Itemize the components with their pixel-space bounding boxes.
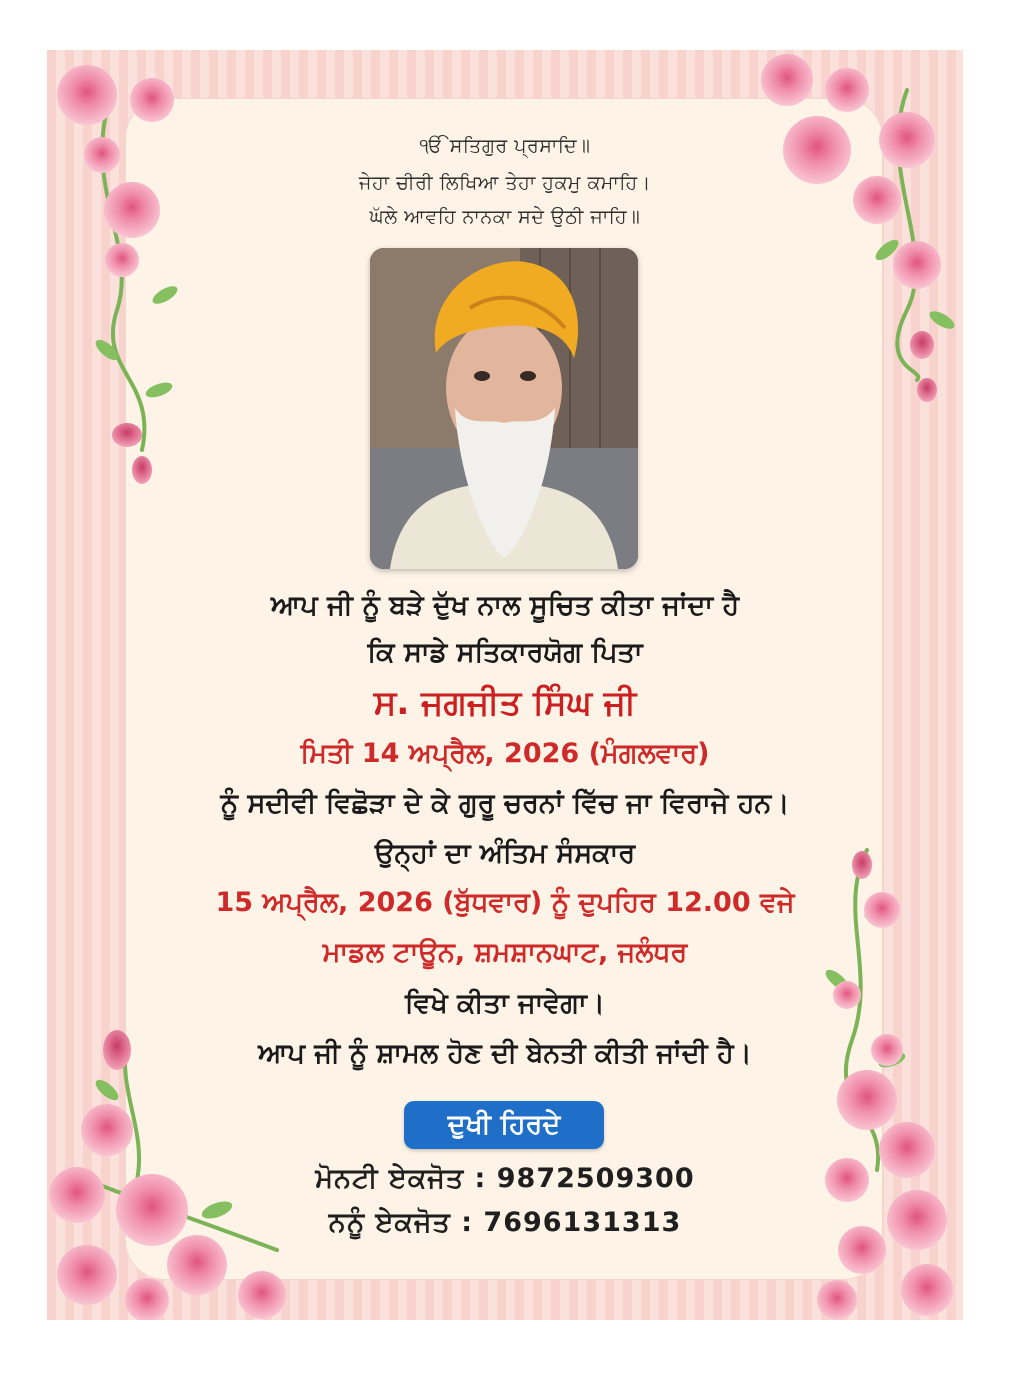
- contact-line: ਮੋਨਟੀ ਏਕਜੋਤ : 9872509300: [315, 1163, 695, 1194]
- date-of-passing: ਮਿਤੀ 14 ਅਪ੍ਰੈਲ, 2026 (ਮੰਗਲਵਾਰ): [300, 738, 710, 769]
- cremation-time: 15 ਅਪ੍ਰੈਲ, 2026 (ਬੁੱਧਵਾਰ) ਨੂੰ ਦੁਪਹਿਰ 12.00 ਵਜੇ: [215, 887, 795, 918]
- announcement-line-3: ਨੂੰ ਸਦੀਵੀ ਵਿਛੋੜਾ ਦੇ ਕੇ ਗੁਰੂ ਚਰਨਾਂ ਵਿੱਚ ਜਾ ਵਿਰਾਜੇ ਹਨ।: [220, 788, 790, 819]
- announcement-line-4: ਉਨ੍ਹਾਂ ਦਾ ਅੰਤਿਮ ਸੰਸਕਾਰ: [374, 838, 636, 869]
- cremation-place: ਮਾਡਲ ਟਾਊਨ, ਸ਼ਮਸ਼ਾਨਘਾਟ, ਜਲੰਧਰ: [322, 937, 688, 968]
- announcement-line-2: ਕਿ ਸਾਡੇ ਸਤਿਕਾਰਯੋਗ ਪਿਤਾ: [367, 637, 643, 668]
- contact-line: ਨਨੂੰ ਏਕਜੋਤ : 7696131313: [328, 1207, 682, 1238]
- mourners-badge: ਦੁਖੀ ਹਿਰਦੇ: [404, 1101, 604, 1149]
- invocation-line-1: ੴ ਸਤਿਗੁਰ ਪ੍ਰਸਾਦਿ॥: [419, 135, 591, 157]
- invocation-line-3: ਘੱਲੇ ਆਵਹਿ ਨਾਨਕਾ ਸਦੇ ਉਠੀ ਜਾਹਿ॥: [369, 206, 641, 228]
- announcement-line-5: ਵਿਖੇ ਕੀਤਾ ਜਾਵੇਗਾ।: [404, 988, 606, 1019]
- announcement-line-6: ਆਪ ਜੀ ਨੂੰ ਸ਼ਾਮਲ ਹੋਣ ਦੀ ਬੇਨਤੀ ਕੀਤੀ ਜਾਂਦੀ ਹੈ।: [258, 1038, 752, 1069]
- portrait-photo: [370, 248, 638, 569]
- invocation-line-2: ਜੇਹਾ ਚੀਰੀ ਲਿਖਿਆ ਤੇਹਾ ਹੁਕਮੁ ਕਮਾਹਿ।: [359, 172, 651, 194]
- deceased-name: ਸ. ਜਗਜੀਤ ਸਿੰਘ ਜੀ: [373, 683, 637, 723]
- announcement-line-1: ਆਪ ਜੀ ਨੂੰ ਬੜੇ ਦੁੱਖ ਨਾਲ ਸੂਚਿਤ ਕੀਤਾ ਜਾਂਦਾ ਹੈ: [270, 590, 740, 621]
